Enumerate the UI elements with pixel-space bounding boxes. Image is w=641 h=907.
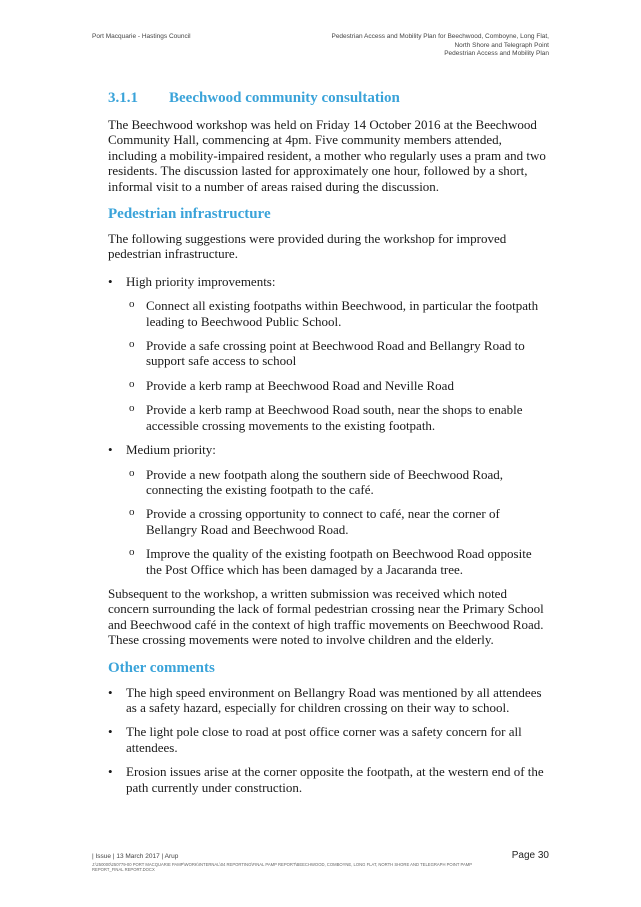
list-item: o Provide a kerb ramp at Beechwood Road south, near the shops to enable accessible crossing movements to the existing footpath. bbox=[126, 402, 548, 433]
priority-label: High priority improvements: bbox=[126, 273, 276, 289]
section-number: 3.1.1 bbox=[108, 90, 138, 106]
section-heading bbox=[108, 90, 548, 107]
submission-paragraph: Subsequent to the workshop, a written submission was received which noted concern surrounding the lack of formal pedestrian crossing near the Primary School and Beechwood café in the context of high traffic movements on Beechwood Road. These crossing movements were noted to involve children and the elderly. bbox=[108, 585, 544, 648]
header-council-name: Port Macquarie - Hastings Council bbox=[92, 33, 191, 40]
header-title-line: Pedestrian Access and Mobility Plan for Beechwood, Comboyne, Long Flat, bbox=[331, 33, 549, 40]
list-item: • The high speed environment on Bellangry Road was mentioned by all attendees as a safety hazard, especially for children crossing on their way to school. bbox=[108, 685, 548, 716]
header-document-title bbox=[331, 33, 549, 59]
section-intro-paragraph: The Beechwood workshop was held on Friday 14 October 2016 at the Beechwood Community Hall, commencing at 4pm. Five community members attended, including a mobility-impaired resident, a mother who regularly uses a pram and two residents. The discussion lasted for approximately one hour, followed by a short, informal visit to a number of areas raised during the discussion. bbox=[108, 117, 546, 194]
priority-group-high bbox=[108, 274, 548, 433]
page-content bbox=[108, 90, 548, 804]
list-item: • Erosion issues arise at the corner opposite the footpath, at the western end of the path currently under construction. bbox=[108, 764, 548, 795]
priority-list bbox=[108, 274, 548, 577]
list-item: o Provide a kerb ramp at Beechwood Road and Neville Road bbox=[126, 378, 548, 393]
section-title: Beechwood community consultation bbox=[169, 90, 400, 106]
list-item: o Provide a crossing opportunity to connect to café, near the corner of Bellangry Road and Beechwood Road. bbox=[126, 506, 548, 537]
pedestrian-intro-paragraph: The following suggestions were provided during the workshop for improved pedestrian infrastructure. bbox=[108, 231, 507, 262]
high-priority-sublist bbox=[126, 298, 548, 433]
priority-label: Medium priority: bbox=[126, 442, 216, 458]
list-item: • The light pole close to road at post office corner was a safety concern for all attendees. bbox=[108, 724, 548, 755]
list-item: o Provide a safe crossing point at Beechwood Road and Bellangry Road to support safe access to school bbox=[126, 338, 548, 369]
page-number: Page 30 bbox=[511, 850, 549, 861]
footer-file-path: J:\250000\250779-00 PORT MACQUARIE PAMP\WORK\INTERNAL\04 REPORTING\FINAL PAMP REPORT\BEECHWOOD, COMBOYNE, LONG FLAT, NORTH SHORE AND TELEGRAPH POINT PAMP REPORT_FINAL REPORT.DOCX bbox=[92, 862, 472, 873]
other-comments-heading: Other comments bbox=[108, 659, 215, 676]
other-comments-list bbox=[108, 685, 548, 795]
list-item: o Provide a new footpath along the southern side of Beechwood Road, connecting the existing footpath to the café. bbox=[126, 467, 548, 498]
list-item: o Connect all existing footpaths within Beechwood, in particular the footpath leading to Beechwood Public School. bbox=[126, 298, 548, 329]
medium-priority-sublist bbox=[126, 467, 548, 577]
list-item: o Improve the quality of the existing footpath on Beechwood Road opposite the Post Office which has been damaged by a Jacaranda tree. bbox=[126, 546, 548, 577]
footer-issue-info: | Issue | 13 March 2017 | Arup bbox=[92, 853, 179, 860]
priority-group-medium bbox=[108, 442, 548, 577]
header-title-line: North Shore and Telegraph Point bbox=[454, 41, 549, 49]
header-title-line: Pedestrian Access and Mobility Plan bbox=[444, 50, 549, 57]
pedestrian-infrastructure-heading: Pedestrian infrastructure bbox=[108, 206, 271, 223]
